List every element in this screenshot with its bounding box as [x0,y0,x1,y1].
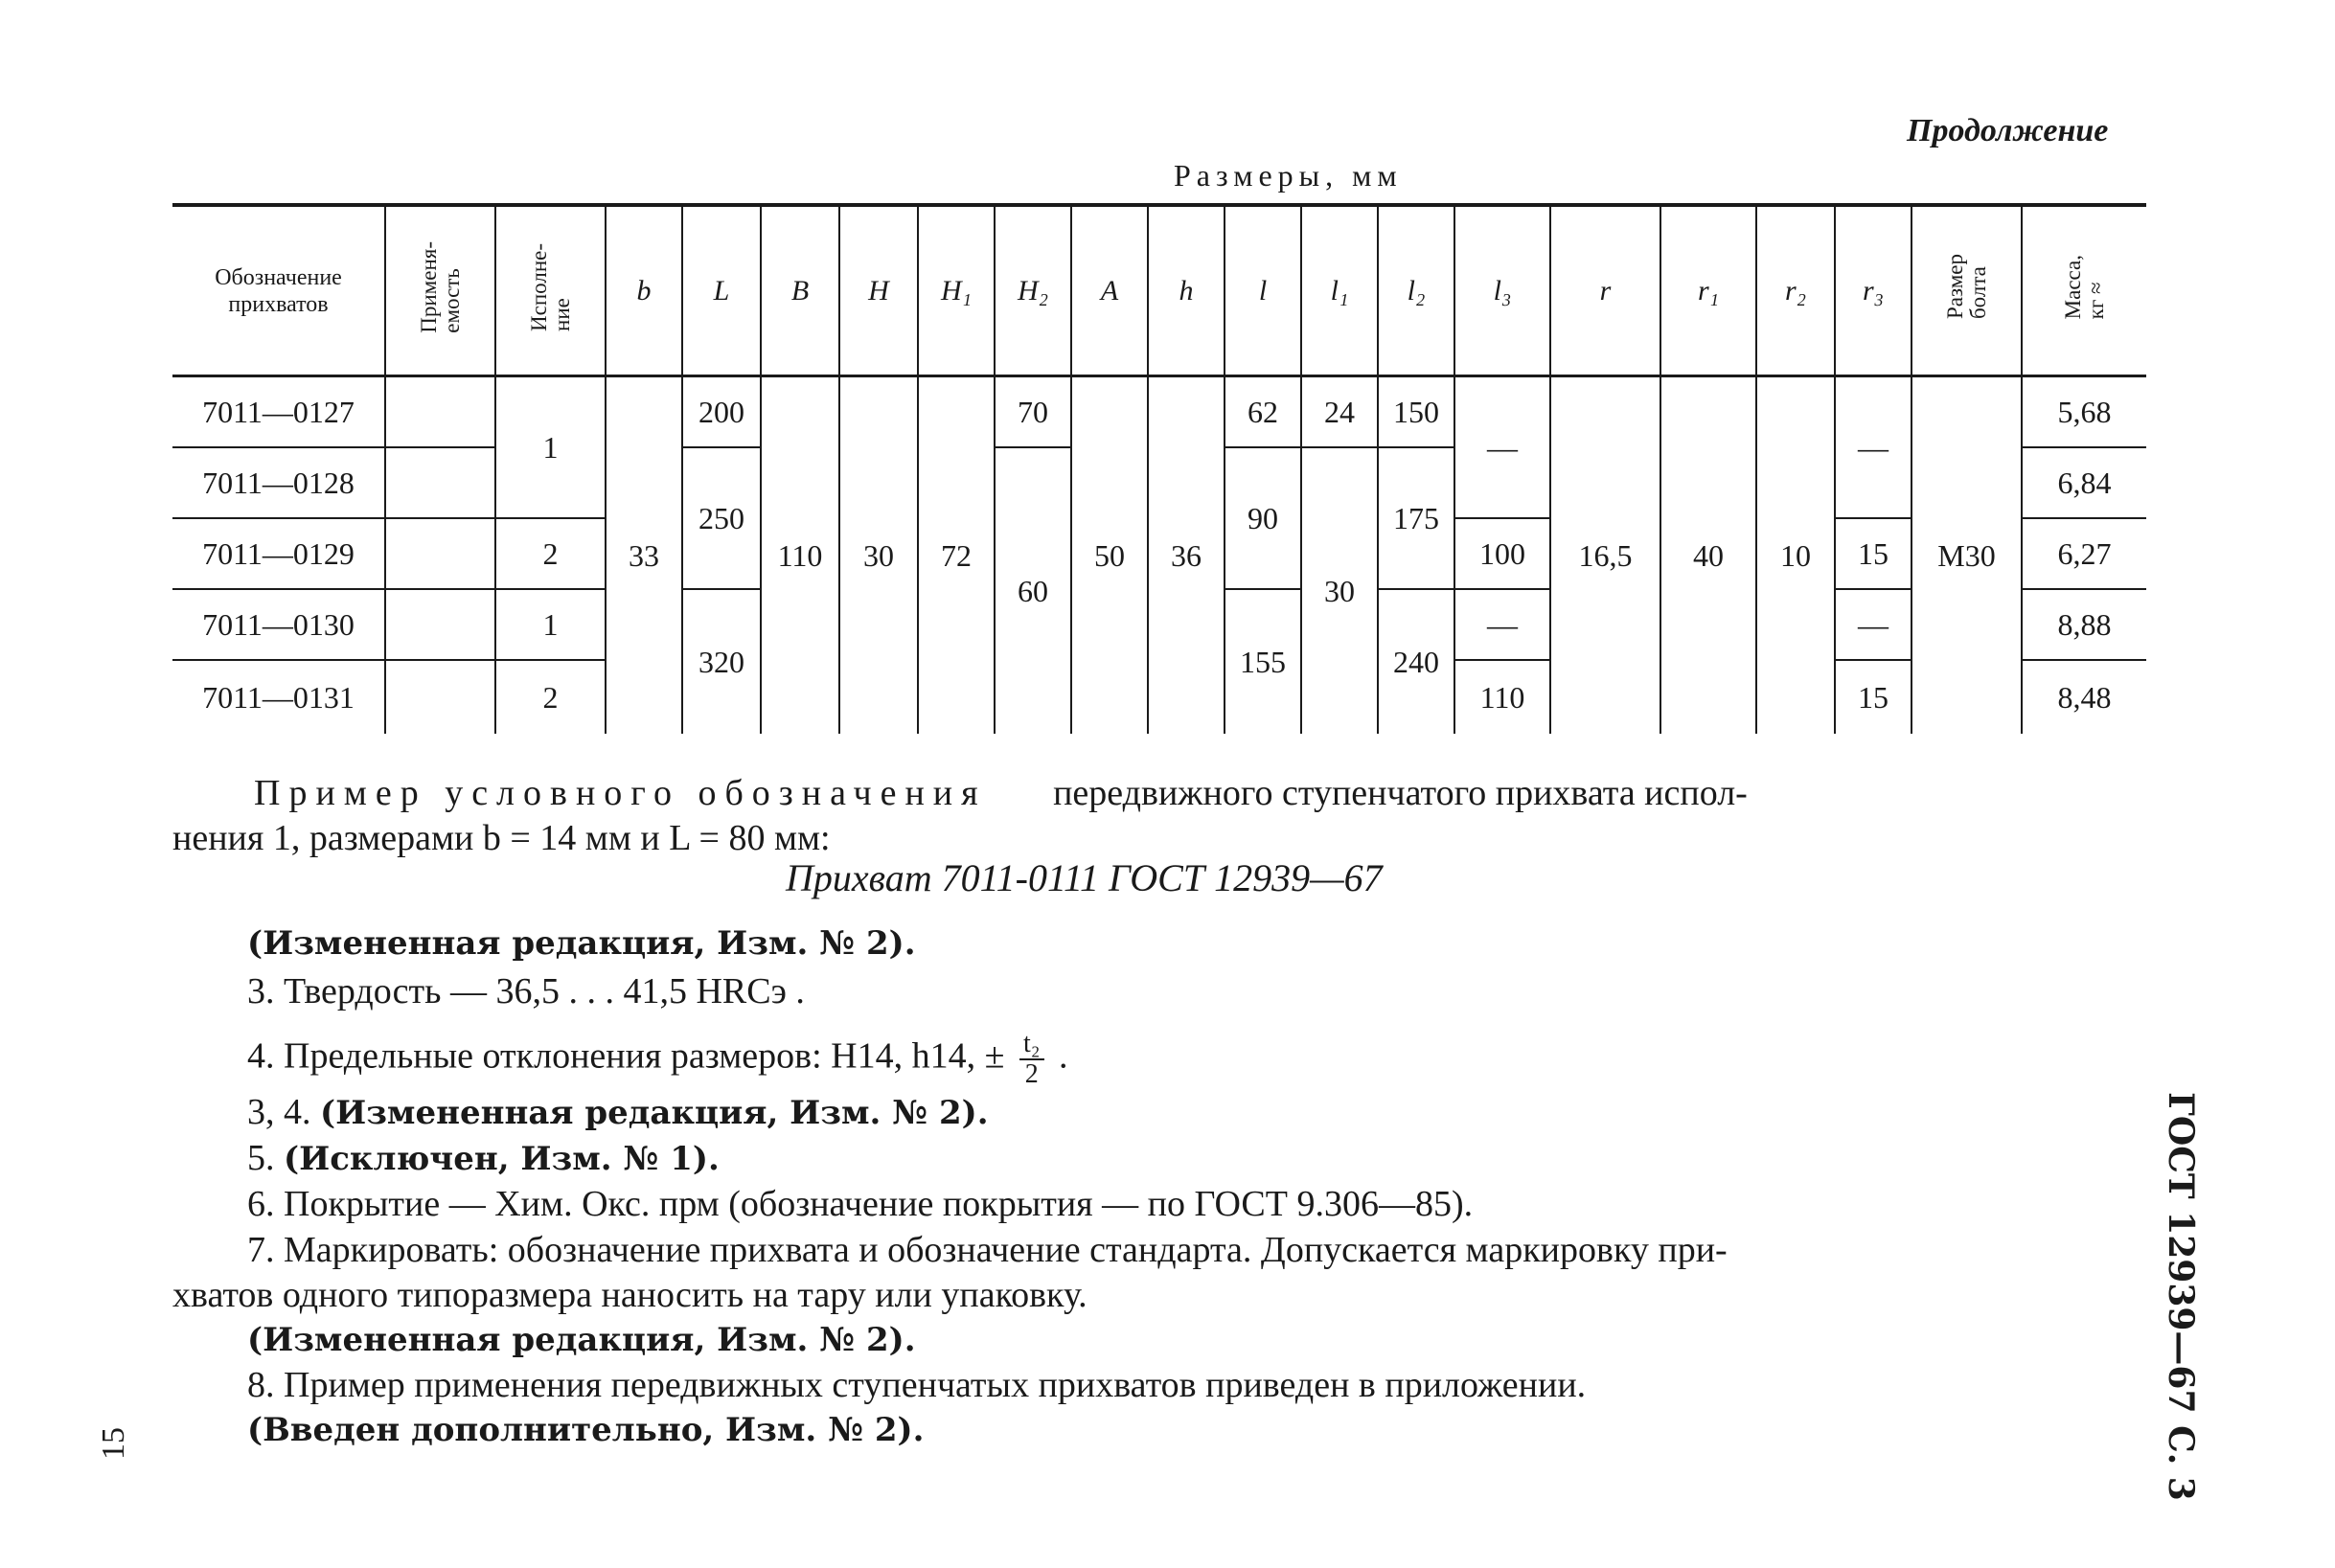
cell-l3: — [1454,376,1550,519]
item-4-tolerances [247,1030,1068,1089]
cell-h: 36 [1148,376,1225,735]
table-row [172,376,2146,448]
cell-H1: 72 [918,376,995,735]
item-6-coating: 6. Покрытие — Хим. Окс. прм (обозначение покрытия — по ГОСТ 9.306—85). [247,1184,1474,1224]
cell-l3: 110 [1454,660,1550,734]
example-text: передвижного ступенчатого прихвата испол- [1053,773,1748,813]
cell-l: 62 [1225,376,1301,448]
page-number: 15 [96,1427,131,1460]
example-line-1 [254,771,1748,815]
cell-b: 33 [606,376,682,735]
cell-r3: — [1835,376,1911,519]
cell-l2: 240 [1378,589,1454,734]
col-header-mass: Масса, кг ≈ [2022,205,2146,376]
col-header-l2: l₂ [1378,205,1454,376]
cell-r3: 15 [1835,660,1911,734]
cell-designation: 7011—0127 [172,376,385,448]
item-7-marking: 7. Маркировать: обозначение прихвата и обозначение стандарта. Допускается маркировку при- [247,1230,1728,1270]
col-header-H: H [839,205,918,376]
continuation-label: Продолжение [1907,113,2109,148]
cell-version: 1 [495,376,606,519]
cell-version: 2 [495,660,606,734]
col-header-r1: r₁ [1660,205,1756,376]
cell-r3: — [1835,589,1911,660]
col-header-l1: l₁ [1301,205,1378,376]
cell-r1: 40 [1660,376,1756,735]
cell-version: 1 [495,589,606,660]
standard-side-label: ГОСТ 12939—67 С. 3 [2161,1092,2201,1501]
cell-l1: 30 [1301,447,1378,734]
cell-mass: 8,48 [2022,660,2146,734]
item-34-number: 3, 4. [247,1092,311,1132]
amendment-note: (Введен дополнительно, Изм. № 2). [247,1411,925,1449]
col-header-bolt: Размер болта [1911,205,2022,376]
cell-designation: 7011—0128 [172,447,385,518]
cell-mass: 8,88 [2022,589,2146,660]
col-header-l: l [1225,205,1301,376]
cell-l3: — [1454,589,1550,660]
col-header-b: b [606,205,682,376]
col-header-l3: l₃ [1454,205,1550,376]
cell-l2: 150 [1378,376,1454,448]
col-header-L: L [682,205,761,376]
col-header-H2: H₂ [995,205,1071,376]
item-4-text: 4. Предельные отклонения размеров: H14, h14, ± [247,1035,1005,1077]
col-header-B: B [761,205,839,376]
col-header-r2: r₂ [1756,205,1835,376]
fraction-denominator: 2 [1024,1059,1039,1089]
cell-bolt: M30 [1911,376,2022,735]
example-spaced-text: Пример условного обозначения [254,773,987,813]
cell-B: 110 [761,376,839,735]
cell-H2: 60 [995,447,1071,734]
item-5-number: 5. [247,1138,275,1178]
col-header-r: r [1550,205,1660,376]
cell-l: 155 [1225,589,1301,734]
cell-applicability [385,589,495,660]
cell-H: 30 [839,376,918,735]
table-header-row [172,205,2146,376]
col-header-designation: Обозначение прихватов [172,205,385,376]
cell-applicability [385,660,495,734]
item-4-tail: . [1059,1035,1068,1077]
amendment-note: (Измененная редакция, Изм. № 2). [247,1321,916,1359]
cell-r2: 10 [1756,376,1835,735]
cell-applicability [385,518,495,589]
amendment-note: (Измененная редакция, Изм. № 2). [247,924,916,963]
col-header-r3: r₃ [1835,205,1911,376]
dimensions-table [172,203,2146,734]
sizes-caption: Размеры, мм [1174,158,1403,193]
item-8-example: 8. Пример применения передвижных ступенчатых прихватов приведен в приложении. [247,1365,1587,1405]
cell-l3: 100 [1454,518,1550,589]
col-header-applicability: Применя- емость [385,205,495,376]
cell-A: 50 [1071,376,1148,735]
col-header-h: h [1148,205,1225,376]
cell-l1: 24 [1301,376,1378,448]
cell-designation: 7011—0129 [172,518,385,589]
cell-designation: 7011—0131 [202,679,355,715]
fraction [1019,1030,1044,1089]
fraction-numerator: t₂ [1019,1030,1044,1060]
item-34-note: (Измененная редакция, Изм. № 2). [320,1094,989,1132]
cell-designation: 7011—0130 [172,589,385,660]
cell-L: 250 [682,447,761,589]
col-header-A: A [1071,205,1148,376]
cell-l: 90 [1225,447,1301,589]
cell-mass: 6,84 [2022,447,2146,518]
example-line-2: нения 1, размерами b = 14 мм и L = 80 мм: [172,818,831,858]
item-3-hardness: 3. Твердость — 36,5 . . . 41,5 HRCэ . [247,971,805,1011]
cell-applicability [385,447,495,518]
col-header-H1: H₁ [918,205,995,376]
cell-r3: 15 [1835,518,1911,589]
cell-L: 320 [682,589,761,734]
col-header-version: Исполне- ние [495,205,606,376]
cell-L: 200 [682,376,761,448]
designation-example: Прихват 7011-0111 ГОСТ 12939—67 [786,856,1383,899]
cell-version: 2 [495,518,606,589]
cell-l2: 175 [1378,447,1454,589]
cell-mass: 5,68 [2022,376,2146,448]
item-5-excluded [247,1136,720,1181]
item-34-amendment [247,1090,989,1135]
cell-H2: 70 [995,376,1071,448]
cell-applicability [385,376,495,448]
cell-mass: 6,27 [2022,518,2146,589]
item-7-marking-cont: хватов одного типоразмера наносить на тару или упаковку. [172,1275,1087,1315]
cell-r: 16,5 [1550,376,1660,735]
item-5-note: (Исключен, Изм. № 1). [284,1140,720,1178]
